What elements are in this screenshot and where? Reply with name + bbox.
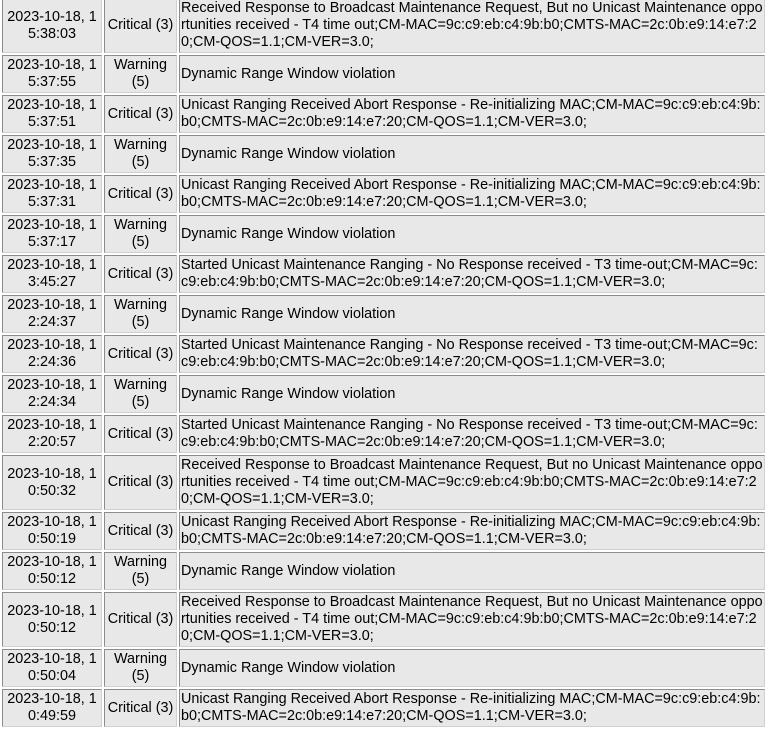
log-priority: Warning (5) bbox=[104, 55, 177, 93]
log-priority: Warning (5) bbox=[104, 135, 177, 173]
log-description: Dynamic Range Window violation bbox=[179, 135, 765, 173]
log-priority: Critical (3) bbox=[104, 175, 177, 213]
log-priority: Warning (5) bbox=[104, 649, 177, 687]
table-row bbox=[2, 0, 765, 53]
log-time: 2023-10-18, 15:37:55 bbox=[2, 55, 102, 93]
table-row bbox=[2, 689, 765, 727]
table-row bbox=[2, 215, 765, 253]
log-priority: Critical (3) bbox=[104, 335, 177, 373]
log-time: 2023-10-18, 15:37:31 bbox=[2, 175, 102, 213]
table-row bbox=[2, 335, 765, 373]
log-description: Dynamic Range Window violation bbox=[179, 295, 765, 333]
table-row bbox=[2, 512, 765, 550]
log-priority: Critical (3) bbox=[104, 0, 177, 53]
log-description: Received Response to Broadcast Maintenance Request, But no Unicast Maintenance opportunities received - T4 time out;CM-MAC=9c:c9:eb:c4:9b:b0;CMTS-MAC=2c:0b:e9:14:e7:20;CM-QOS=1.1;CM-VER=3.0; bbox=[179, 455, 765, 510]
log-description: Dynamic Range Window violation bbox=[179, 215, 765, 253]
log-time: 2023-10-18, 12:24:34 bbox=[2, 375, 102, 413]
log-priority: Critical (3) bbox=[104, 95, 177, 133]
log-priority: Critical (3) bbox=[104, 415, 177, 453]
log-time: 2023-10-18, 12:24:36 bbox=[2, 335, 102, 373]
table-row bbox=[2, 175, 765, 213]
log-description: Started Unicast Maintenance Ranging - No Response received - T3 time-out;CM-MAC=9c:c9:eb:c4:9b:b0;CMTS-MAC=2c:0b:e9:14:e7:20;CM-QOS=1.1;CM-VER=3.0; bbox=[179, 335, 765, 373]
log-priority: Critical (3) bbox=[104, 512, 177, 550]
log-time: 2023-10-18, 10:50:19 bbox=[2, 512, 102, 550]
log-description: Unicast Ranging Received Abort Response - Re-initializing MAC;CM-MAC=9c:c9:eb:c4:9b:b0;CMTS-MAC=2c:0b:e9:14:e7:20;CM-QOS=1.1;CM-VER=3.0; bbox=[179, 95, 765, 133]
log-priority: Warning (5) bbox=[104, 552, 177, 590]
log-priority: Warning (5) bbox=[104, 375, 177, 413]
log-time: 2023-10-18, 12:20:57 bbox=[2, 415, 102, 453]
log-description: Unicast Ranging Received Abort Response - Re-initializing MAC;CM-MAC=9c:c9:eb:c4:9b:b0;CMTS-MAC=2c:0b:e9:14:e7:20;CM-QOS=1.1;CM-VER=3.0; bbox=[179, 512, 765, 550]
table-row bbox=[2, 295, 765, 333]
table-row bbox=[2, 135, 765, 173]
table-row bbox=[2, 455, 765, 510]
log-description: Received Response to Broadcast Maintenance Request, But no Unicast Maintenance opportunities received - T4 time out;CM-MAC=9c:c9:eb:c4:9b:b0;CMTS-MAC=2c:0b:e9:14:e7:20;CM-QOS=1.1;CM-VER=3.0; bbox=[179, 0, 765, 53]
table-row bbox=[2, 649, 765, 687]
table-row bbox=[2, 55, 765, 93]
log-time: 2023-10-18, 15:37:17 bbox=[2, 215, 102, 253]
log-priority: Warning (5) bbox=[104, 215, 177, 253]
log-description: Dynamic Range Window violation bbox=[179, 649, 765, 687]
log-description: Received Response to Broadcast Maintenance Request, But no Unicast Maintenance opportunities received - T4 time out;CM-MAC=9c:c9:eb:c4:9b:b0;CMTS-MAC=2c:0b:e9:14:e7:20;CM-QOS=1.1;CM-VER=3.0; bbox=[179, 592, 765, 647]
log-time: 2023-10-18, 15:37:35 bbox=[2, 135, 102, 173]
table-row bbox=[2, 592, 765, 647]
log-description: Dynamic Range Window violation bbox=[179, 375, 765, 413]
table-row bbox=[2, 95, 765, 133]
log-description: Unicast Ranging Received Abort Response - Re-initializing MAC;CM-MAC=9c:c9:eb:c4:9b:b0;CMTS-MAC=2c:0b:e9:14:e7:20;CM-QOS=1.1;CM-VER=3.0; bbox=[179, 175, 765, 213]
log-time: 2023-10-18, 15:38:03 bbox=[2, 0, 102, 53]
log-time: 2023-10-18, 12:24:37 bbox=[2, 295, 102, 333]
log-time: 2023-10-18, 10:49:59 bbox=[2, 689, 102, 727]
log-description: Started Unicast Maintenance Ranging - No Response received - T3 time-out;CM-MAC=9c:c9:eb:c4:9b:b0;CMTS-MAC=2c:0b:e9:14:e7:20;CM-QOS=1.1;CM-VER=3.0; bbox=[179, 255, 765, 293]
log-time: 2023-10-18, 13:45:27 bbox=[2, 255, 102, 293]
log-priority: Critical (3) bbox=[104, 689, 177, 727]
table-row bbox=[2, 415, 765, 453]
log-description: Started Unicast Maintenance Ranging - No Response received - T3 time-out;CM-MAC=9c:c9:eb:c4:9b:b0;CMTS-MAC=2c:0b:e9:14:e7:20;CM-QOS=1.1;CM-VER=3.0; bbox=[179, 415, 765, 453]
log-priority: Critical (3) bbox=[104, 455, 177, 510]
table-row bbox=[2, 552, 765, 590]
log-time: 2023-10-18, 10:50:04 bbox=[2, 649, 102, 687]
log-time: 2023-10-18, 10:50:12 bbox=[2, 592, 102, 647]
log-time: 2023-10-18, 15:37:51 bbox=[2, 95, 102, 133]
table-row bbox=[2, 375, 765, 413]
log-time: 2023-10-18, 10:50:32 bbox=[2, 455, 102, 510]
log-description: Unicast Ranging Received Abort Response - Re-initializing MAC;CM-MAC=9c:c9:eb:c4:9b:b0;CMTS-MAC=2c:0b:e9:14:e7:20;CM-QOS=1.1;CM-VER=3.0; bbox=[179, 689, 765, 727]
log-description: Dynamic Range Window violation bbox=[179, 552, 765, 590]
log-priority: Critical (3) bbox=[104, 255, 177, 293]
log-priority: Critical (3) bbox=[104, 592, 177, 647]
log-description: Dynamic Range Window violation bbox=[179, 55, 765, 93]
table-row bbox=[2, 255, 765, 293]
log-time: 2023-10-18, 10:50:12 bbox=[2, 552, 102, 590]
log-priority: Warning (5) bbox=[104, 295, 177, 333]
